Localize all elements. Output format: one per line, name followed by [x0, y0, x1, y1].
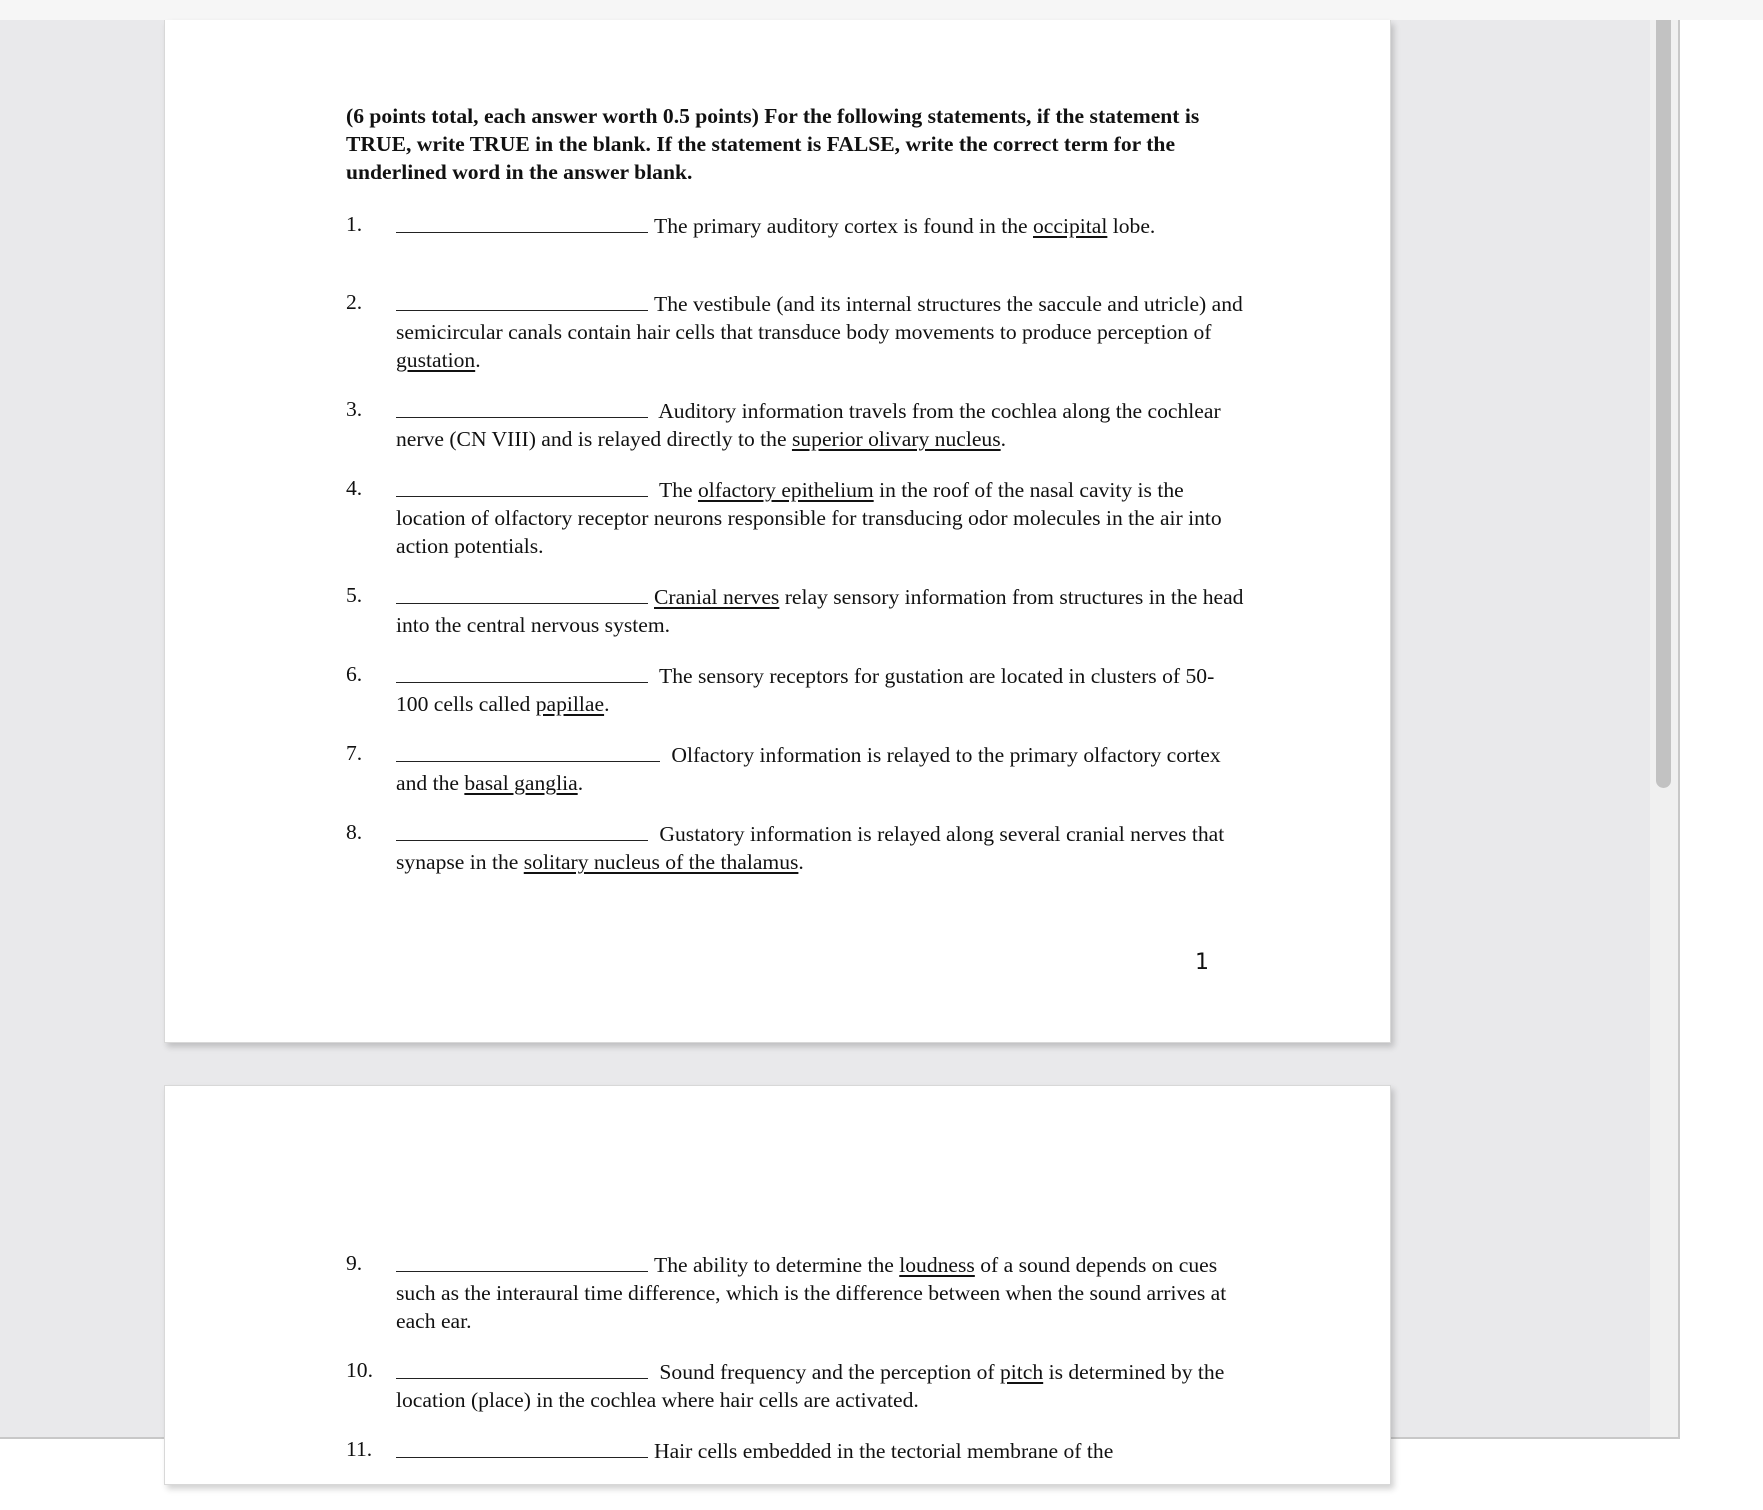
question-number: 10.: [346, 1358, 373, 1382]
underlined-term: olfactory epithelium: [697, 478, 874, 502]
answer-blank[interactable]: [396, 1435, 648, 1458]
page-number: 1: [1195, 950, 1209, 975]
question-number: 2.: [346, 290, 363, 314]
question-number: 9.: [346, 1251, 363, 1275]
answer-blank[interactable]: [396, 1356, 648, 1379]
question-number: 5.: [346, 583, 363, 607]
answer-blank[interactable]: [396, 739, 660, 762]
document-page-2: 9. The ability to determine the loudness of a sound depends on cues such as the interaural time difference, which is the difference between when the sound arrives at each ear. 10. Sound frequency and the perception of pitch is determined by the location (place) in the cochlea where hair cells are activated. 11. Hair cells embedded in the tectorial membrane of the: [164, 1085, 1391, 1485]
question-number: 8.: [346, 820, 363, 844]
answer-blank[interactable]: [396, 818, 648, 841]
answer-blank[interactable]: [396, 581, 648, 604]
underlined-term: papillae: [535, 692, 605, 716]
answer-blank[interactable]: [396, 474, 648, 497]
question-number: 11.: [346, 1437, 373, 1461]
underlined-term: solitary nucleus of the thalamus: [523, 850, 799, 874]
question-number: 7.: [346, 741, 363, 765]
window-top-strip: [0, 0, 1763, 20]
underlined-term: basal ganglia: [464, 771, 578, 795]
question-number: 6.: [346, 662, 363, 686]
question-number: 3.: [346, 397, 363, 421]
instructions-text: (6 points total, each answer worth 0.5 points) For the following statements, if the statement is TRUE, write TRUE in the blank. If the statement is FALSE, write the correct term for the underlined word in the answer blank.: [346, 104, 1200, 184]
underlined-term: loudness: [899, 1253, 975, 1277]
underlined-term: pitch: [1000, 1360, 1044, 1384]
document-page-1: (6 points total, each answer worth 0.5 points) For the following statements, if the statement is TRUE, write TRUE in the blank. If the statement is FALSE, write the correct term for the underlined word in the answer blank. 1. The primary auditory cortex is found in the occipital lobe. 2. The vestibule (and its internal structures the saccule and utricle) and semicircular canals contain hair cells that transduce body movements to produce perception of gustation. 3. Auditory information travels from the cochlea along the cochlear nerve (CN VIII) and is relayed directly to the superior olivary nucleus. 4. The olfactory epithelium in the roof of the nasal cavity is the location of olfactory receptor neurons responsible for transducing odor molecules in the air into action potentials. 5. Cranial nerves relay sensory information from structures in the head into the central nervous system. 6. The sensory receptors for gustation are located in clusters of 50-100 cells called papillae. 7. Olfactory information is relayed to the primary olfactory cortex and the basal ganglia. 8. Gustatory information is relayed along several cranial nerves that synapse in the solitary nucleus of the thalamus. 1: [164, 20, 1391, 1043]
document-viewport[interactable]: [0, 20, 1680, 1463]
underlined-term: occipital: [1033, 214, 1108, 238]
question-number: 4.: [346, 476, 363, 500]
underlined-term: Cranial nerves: [654, 585, 780, 609]
answer-blank[interactable]: [396, 660, 648, 683]
scrollbar-thumb[interactable]: [1656, 20, 1671, 788]
answer-blank[interactable]: [396, 210, 648, 233]
answer-blank[interactable]: [396, 288, 648, 311]
underlined-term: superior olivary nucleus: [791, 427, 1001, 451]
answer-blank[interactable]: [396, 395, 648, 418]
question-number: 1.: [346, 212, 363, 236]
viewport-border: [1678, 20, 1680, 1439]
underlined-term: gustation: [396, 348, 476, 372]
answer-blank[interactable]: [396, 1249, 648, 1272]
